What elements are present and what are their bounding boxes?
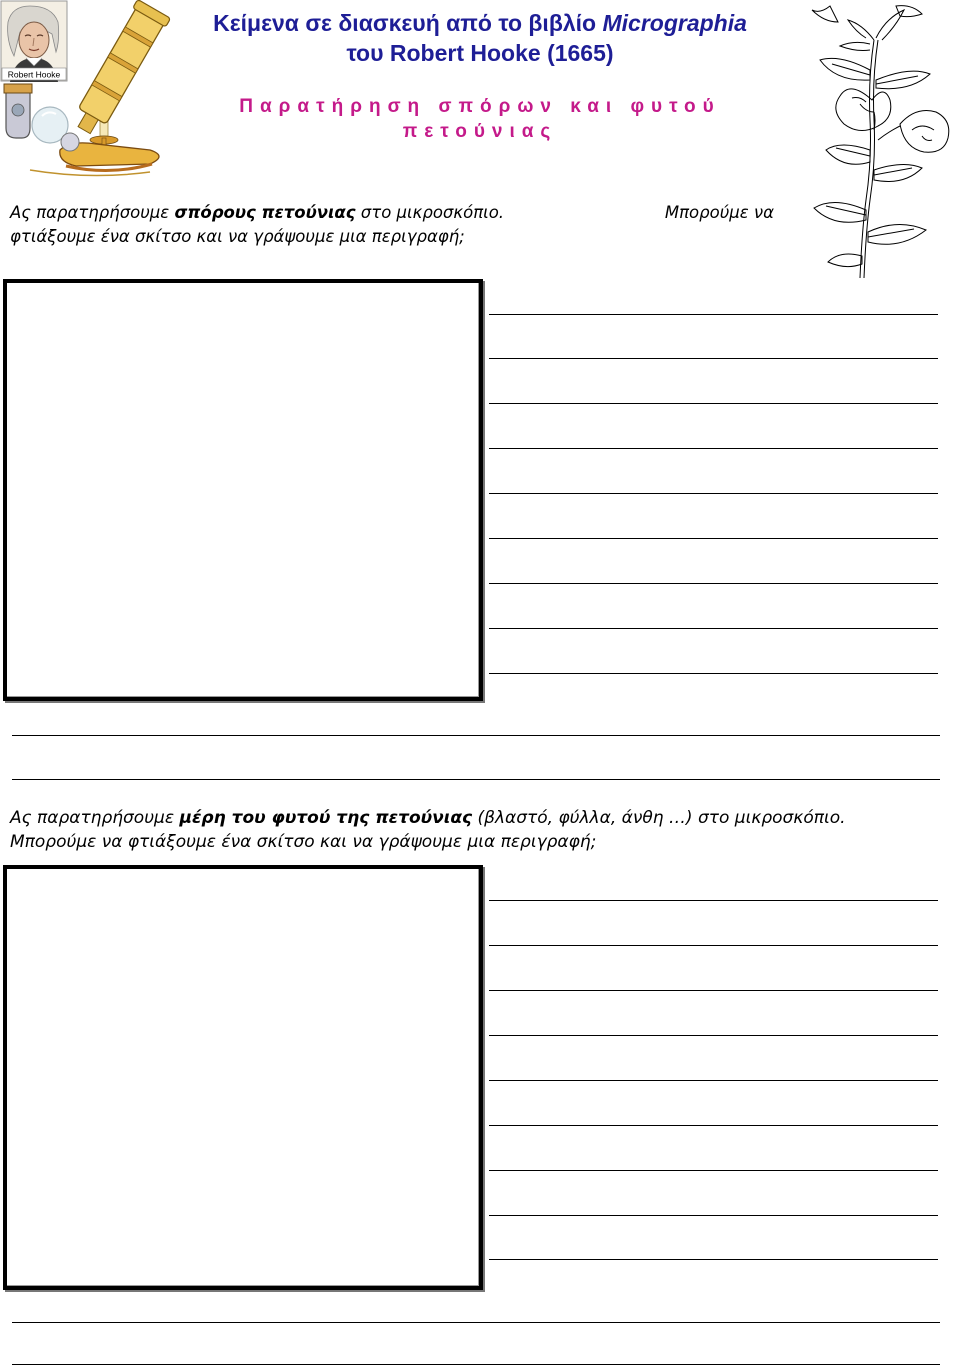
description-line[interactable] <box>489 403 938 404</box>
description-line[interactable] <box>489 1259 938 1260</box>
section1-text-b: στο μικροσκόπιο. <box>355 203 505 222</box>
section2-text-c: Μπορούμε να φτιάξουμε ένα σκίτσο και να γράψουμε μια περιγραφή; <box>10 832 597 852</box>
description-line[interactable] <box>489 1125 938 1126</box>
subtitle-line2: πετούνιας <box>402 121 558 142</box>
page-subtitle <box>180 94 780 144</box>
description-line[interactable] <box>489 448 938 449</box>
description-line[interactable] <box>489 583 938 584</box>
section2-line1 <box>10 806 955 830</box>
description-line[interactable] <box>489 358 938 359</box>
section1-text-d: φτιάξουμε ένα σκίτσο και να γράψουμε μια περιγραφή; <box>10 227 465 246</box>
description-line[interactable] <box>489 628 938 629</box>
description-line[interactable] <box>489 900 938 901</box>
description-line[interactable] <box>489 1035 938 1036</box>
section1-line1 <box>10 201 504 225</box>
description-line[interactable] <box>489 673 938 674</box>
sketch-box-seeds[interactable] <box>3 279 483 701</box>
section1-emphasis: σπόρους πετούνιας <box>174 203 356 222</box>
description-line[interactable] <box>489 538 938 539</box>
title-line2: του Robert Hooke (1665) <box>346 40 614 66</box>
section1-text-a: Ας παρατηρήσουμε <box>10 203 175 222</box>
description-line[interactable] <box>489 314 938 315</box>
sketch-box-plant-parts[interactable] <box>3 865 483 1290</box>
section2-text-b: (βλαστό, φύλλα, άνθη …) στο μικροσκόπιο. <box>472 808 846 828</box>
title-line1-prefix: Κείμενα σε διασκευή από το βιβλίο <box>213 10 603 36</box>
description-line[interactable] <box>489 493 938 494</box>
description-line-full[interactable] <box>12 1364 940 1365</box>
portrait-label: Robert Hooke <box>7 69 61 80</box>
section1-text-c: Μπορούμε να <box>664 203 774 222</box>
description-line[interactable] <box>489 945 938 946</box>
section1-instructions <box>10 201 774 249</box>
microscope-icon <box>0 0 175 180</box>
subtitle-line1: Παρατήρηση σπόρων και φυτού <box>239 96 721 117</box>
petunia-plant-icon <box>800 0 960 278</box>
description-line-full[interactable] <box>12 735 940 736</box>
description-line[interactable] <box>489 1215 938 1216</box>
description-line[interactable] <box>489 990 938 991</box>
description-line-full[interactable] <box>12 1322 940 1323</box>
description-line-full[interactable] <box>12 779 940 780</box>
title-book-name: Micrographia <box>602 10 747 36</box>
description-line[interactable] <box>489 1080 938 1081</box>
page-title <box>180 8 780 68</box>
section2-instructions <box>10 806 955 854</box>
description-line[interactable] <box>489 1170 938 1171</box>
section2-text-a: Ας παρατηρήσουμε <box>10 808 180 828</box>
section2-emphasis: μέρη του φυτού της πετούνιας <box>179 808 473 828</box>
